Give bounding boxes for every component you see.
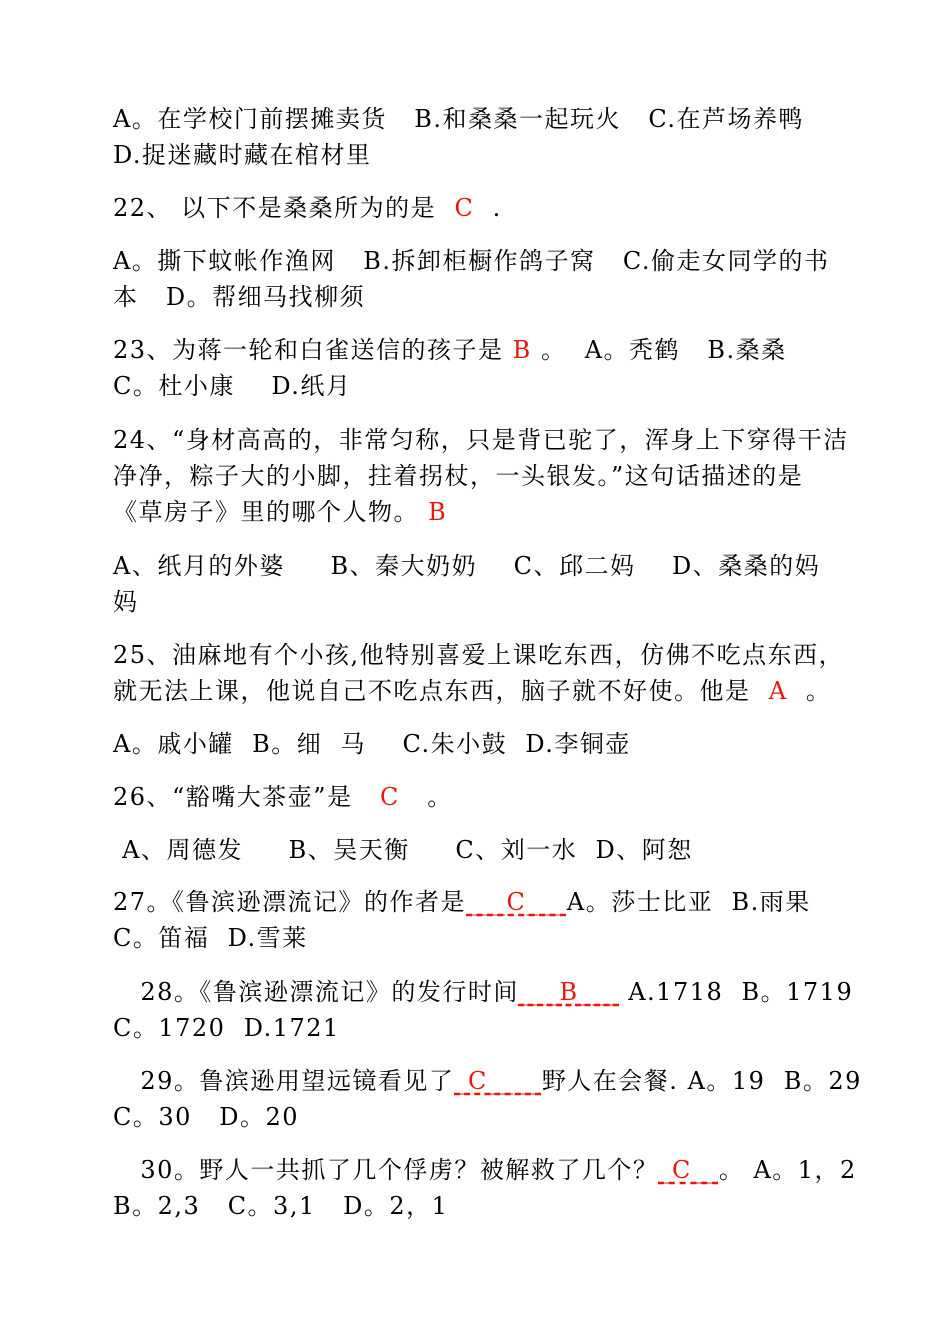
q23-options-line2: C。杜小康 D.纸月 [113, 372, 352, 400]
q27-answer: ___C___ [466, 888, 567, 916]
q27-text: 27。《鲁滨逊漂流记》的作者是 [113, 888, 467, 916]
q29-question [113, 1065, 910, 1097]
q24-text: 《草房子》里的哪个人物。 [113, 498, 429, 526]
q28-question [113, 976, 910, 1008]
q23-answer: B [512, 336, 532, 364]
q26-text: 26、“豁嘴大茶壶”是 [113, 783, 380, 811]
q24-text-line3 [113, 496, 910, 528]
q25-text: 就无法上课，他说自己不吃点东西，脑子就不好使。他是 [113, 677, 769, 705]
q25-options: A。戚小罐 B。细 马 C.朱小鼓 D.李铜壶 [113, 730, 631, 758]
q28-options-line2: C。1720 D.1721 [113, 1014, 340, 1042]
q22-options-line2: 本 D。帮细马找柳须 [113, 283, 366, 311]
q29-answer: _C____ [454, 1067, 542, 1095]
q29-options: 野人在会餐. A。19 B。29 [541, 1067, 862, 1095]
q22-text: 22、 以下不是桑桑所为的是 [113, 194, 455, 222]
q23-question [113, 334, 910, 366]
q30-options-line2: B。2,3 C。3,1 D。2，1 [113, 1192, 449, 1220]
q25-text-line1: 25、油麻地有个小孩,他特别喜爱上课吃东西，仿佛不吃点东西， [113, 641, 845, 669]
q25-text-line2 [113, 675, 910, 707]
q27-options: A。莎士比亚 B.雨果 [566, 888, 811, 916]
q22-tail: . [474, 194, 502, 222]
q27-question [113, 886, 910, 918]
q30-options: 。 A。1，2 [718, 1156, 857, 1184]
q22-question [113, 192, 910, 224]
q24-options-line2: 妈 [113, 588, 139, 616]
q27-options-line2: C。笛福 D.雪莱 [113, 924, 308, 952]
q28-options: A.1718 B。1719 [619, 978, 854, 1006]
q25-tail: 。 [787, 677, 832, 705]
q29-text: 29。鲁滨逊用望远镜看见了 [113, 1067, 455, 1095]
q29-options-line2: C。30 D。20 [113, 1103, 300, 1131]
q23-tail: 。 A。秃鹤 B.桑桑 [531, 336, 787, 364]
q26-options: A、周德发 B、吴天衡 C、刘一水 D、阿恕 [113, 836, 693, 864]
q24-text-line2: 净净，粽子大的小脚，拄着拐杖，一头银发。”这句话描述的是 [113, 462, 804, 490]
q21-options-line2: D.捉迷藏时藏在棺材里 [113, 141, 372, 169]
q24-options-line1: A、纸月的外婆 B、秦大奶奶 C、邱二妈 D、桑桑的妈 [113, 552, 821, 580]
q24-answer: B [428, 498, 448, 526]
q22-options-line1: A。撕下蚊帐作渔网 B.拆卸柜橱作鸽子窝 C.偷走女同学的书 [113, 247, 830, 275]
q30-text: 30。野人一共抓了几个俘虏？被解救了几个？ [113, 1156, 659, 1184]
q24-text-line1: 24、“身材高高的，非常匀称，只是背已驼了，浑身上下穿得干洁 [113, 426, 849, 454]
q23-text: 23、为蒋一轮和白雀送信的孩子是 [113, 336, 513, 364]
q26-answer: C [379, 783, 400, 811]
q26-tail: 。 [399, 783, 453, 811]
q26-question [113, 781, 910, 813]
q28-text: 28。《鲁滨逊漂流记》的发行时间 [113, 978, 519, 1006]
q30-question [113, 1154, 910, 1186]
q30-answer: _C__ [658, 1156, 719, 1184]
q21-options-line1: A。在学校门前摆摊卖货 B.和桑桑一起玩火 C.在芦场养鸭 [113, 105, 805, 133]
q25-answer: A [768, 677, 788, 705]
q28-answer: ___B___ [518, 978, 620, 1006]
q22-answer: C [454, 194, 475, 222]
